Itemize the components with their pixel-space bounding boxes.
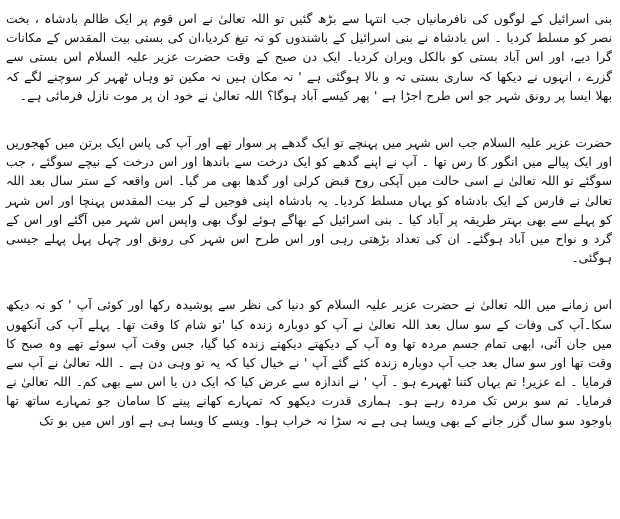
paragraph-2: حضرت عزیر علیہ السلام جب اس شہر میں پہنچے تو ایک گدھے پر سوار تھے اور آپ کی پاس ایک برتن میں کھجوریں اور ایک پیالے میں انگور کا رس تھا ۔ آپ نے اپنے گدھے کو ایک درخت سے باندھا اور اس درخت کے نیچے سوگئے ، جب سوگئے تو اللہ تعالیٰ نے اسی حالت میں آپکی روح قبض کرلی اور گدھا بھی مر گیا۔ اس واقعہ کے ستر سال بعد اللہ تعالیٰ نے فارس کے ایک بادشاہ کو یہاں مسلط کردیا۔ یہ بادشاہ اپنی فوجیں لے کر بیت المقدس پہنچا اور اس شہر کو پہلے سے بھی بہتر طریقہ پر آباد کیا ۔ بنی اسرائیل کے بھاگے ہوئے لوگ بھی واپس اس شہر میں آگئے اور اس کے گرد و نواح میں آباد ہوگئے۔ ان کی تعداد بڑھتی رہی اور اس طرح اس شہر کی رونق اور چہل پہل پہلے جیسی ہوگئی۔ (6, 136, 612, 266)
paragraph-3: اس زمانے میں اللہ تعالیٰ نے حضرت عزیر علیہ السلام کو دنیا کی نظر سے پوشیدہ رکھا اور کوئی آپ ' کو نہ دیکھ سکا۔آپ کی وفات کے سو سال بعد اللہ تعالیٰ نے آپ کو دوبارہ زندہ کیا 'تو شام کا وقت تھا۔ پہلے آپ کی آنکھوں میں جان آئی، ابھی تمام جسم مردہ تھا وہ آپ کے دیکھتے دیکھتے زندہ کیا گیا، جس وقت آپ سوئے تھے وہ صبح کا وقت تھا اور سو سال بعد جب آپ دوبارہ زندہ کئے گئے آپ ' نے خیال کیا کہ یہ تو وہی دن ہے ۔ اللہ تعالیٰ نے آپ سے فرمایا ۔ اے عزیر! تم یہاں کتنا ٹھہرے ہو ۔ آپ ' نے اندازہ سے عرض کیا کہ ایک دن یا اس سے بھی کم۔ اللہ تعالیٰ نے فرمایا۔ تم سو برس تک مردہ رہے ہو۔ ہماری قدرت دیکھو کہ تمہارے کھانے پینے کا سامان جو تمہارے ساتھ تھا باوجود سو سال گزر جانے کے بھی ویسا ہی ہے نہ سڑا نہ خراب ہوا۔ ویسے کا ویسا ہی ہے اور اس میں بو تک (6, 298, 612, 428)
paragraph-1: بنی اسرائیل کے لوگوں کی نافرمانیاں جب انتہا سے بڑھ گئیں تو اللہ تعالیٰ نے اس قوم پر ایک ظالم بادشاہ ، بخت نصر کو مسلط کردیا ۔ اس بادشاہ نے بنی اسرائیل کے باشندوں کو تہ تیغ کردیا،ان کی بستی بیت المقدس کے مکانات گرا دیے، اور اس آباد بستی کو بالکل ویران کردیا۔ ایک دن صبح کے وقت حضرت عزیر علیہ السلام اس بستی سے گزرے ، انہوں نے دیکھا کہ ساری بستی تہ و بالا ہوگئی ہے ' نہ مکان ہیں نہ مکین تو وہاں ٹھہر کر سوچنے لگے کہ بھلا ایسا پر رونق شہر جو اس طرح اجڑا ہے ' پھر کیسے آباد ہوگا؟ اللہ تعالیٰ نے خود ان پر موت نازل فرمائی ہے۔ (6, 12, 612, 103)
